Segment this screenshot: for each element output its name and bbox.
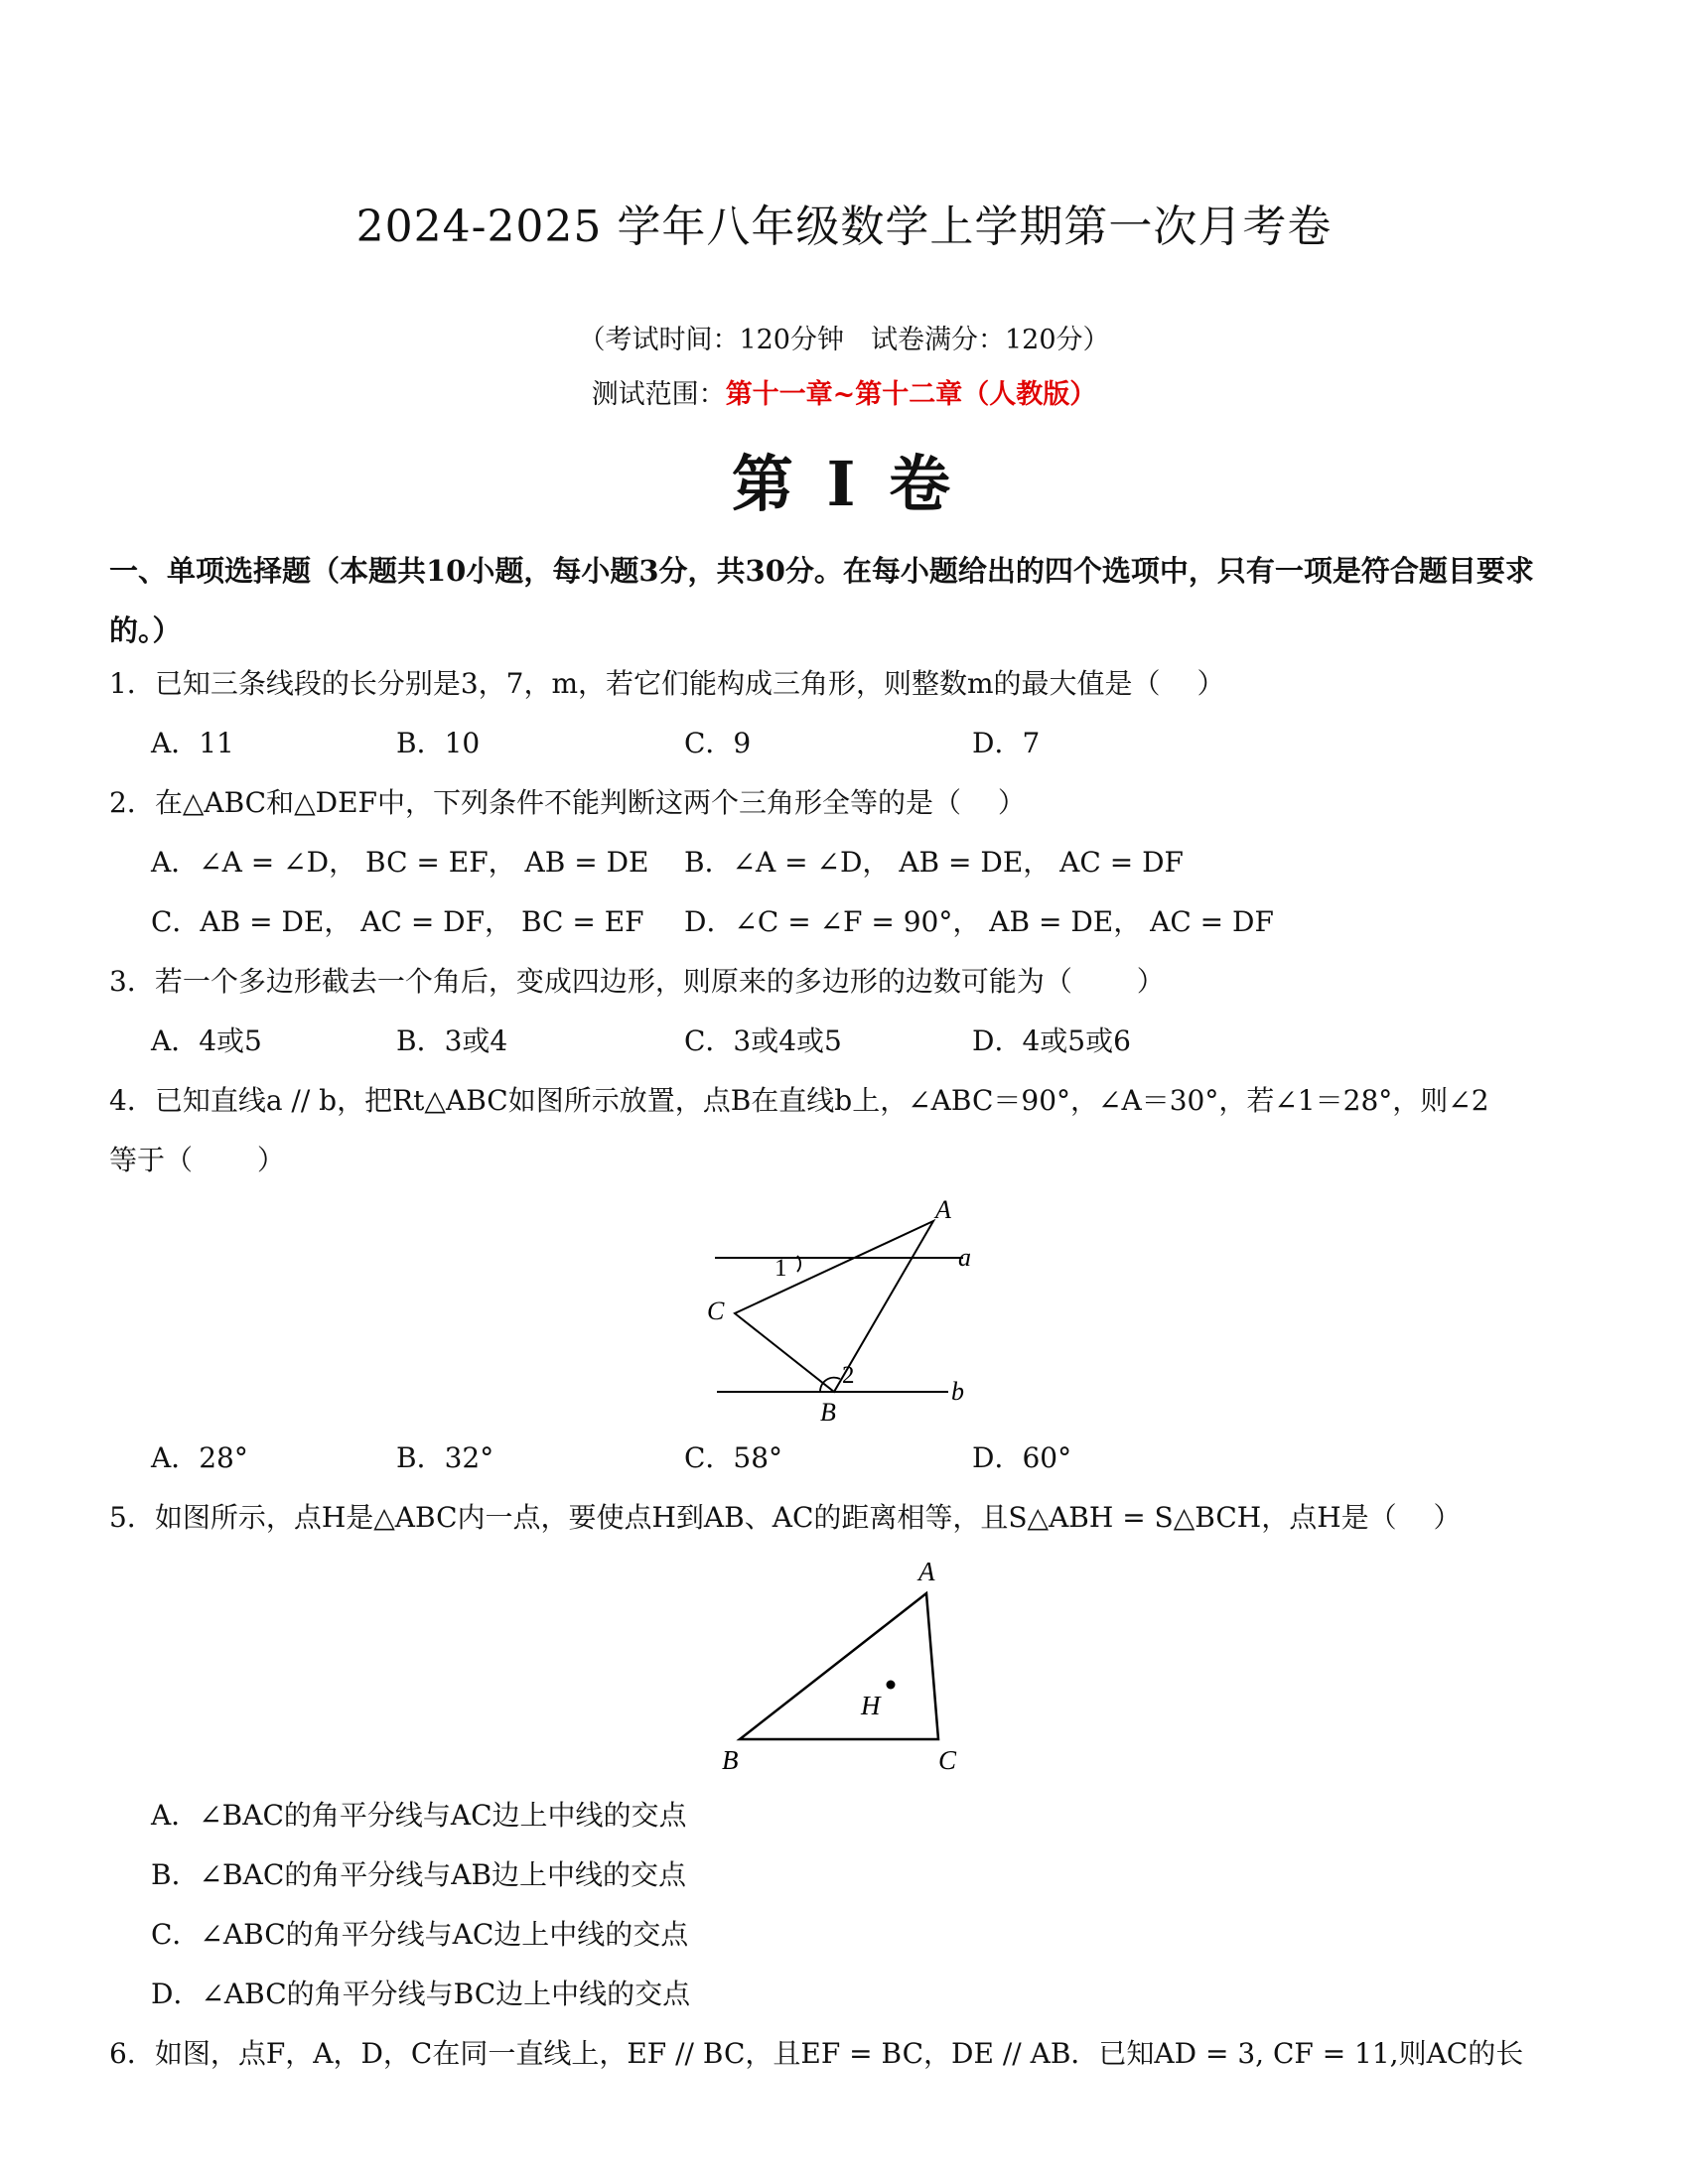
- q2-option-c: C．AB = DE， AC = DF， BC = EF: [151, 905, 644, 938]
- q4-option-c: C．58°: [684, 1441, 783, 1474]
- q2-option-b: B．∠A = ∠D， AB = DE， AC = DF: [684, 846, 1184, 879]
- q5-option-a: A．∠BAC的角平分线与AC边上中线的交点: [151, 1799, 687, 1832]
- q1-option-b: B．10: [396, 727, 481, 759]
- section-heading: 一、单项选择题（本题共10小题，每小题3分，共30分。在每小题给出的四个选项中，只有一项是符合题目要求的。）: [109, 554, 1534, 647]
- question-1-stem: 1．已知三条线段的长分别是3，7，m，若它们能构成三角形，则整数m的最大值是（ ）: [109, 667, 1225, 700]
- question-2-stem: 2．在△ABC和△DEF中，下列条件不能判断这两个三角形全等的是（ ）: [109, 786, 1026, 819]
- q5-option-d: D．∠ABC的角平分线与BC边上中线的交点: [151, 1978, 691, 2010]
- label-H: H: [861, 1691, 881, 1720]
- scope-value: 第十一章~第十二章（人教版）: [725, 379, 1097, 410]
- q2-option-d: D．∠C = ∠F = 90°， AB = DE， AC = DF: [684, 905, 1274, 938]
- question-3-stem: 3．若一个多边形截去一个角后，变成四边形，则原来的多边形的边数可能为（ ）: [109, 965, 1165, 998]
- volume-heading: 第 I 卷: [731, 448, 957, 520]
- question-5-stem: 5．如图所示，点H是△ABC内一点，要使点H到AB、AC的距离相等，且S△ABH = S△BCH，点H是（ ）: [109, 1501, 1462, 1534]
- exam-info: （考试时间：120分钟 试卷满分：120分）: [578, 325, 1110, 355]
- q3-option-d: D．4或5或6: [972, 1024, 1131, 1057]
- label-2: 2: [842, 1362, 855, 1389]
- q2-option-a: A．∠A = ∠D， BC = EF， AB = DE: [151, 846, 649, 879]
- triangle-abc: [740, 1593, 938, 1739]
- q1-option-d: D．7: [972, 727, 1041, 759]
- q4-option-a: A．28°: [151, 1441, 248, 1474]
- q5-figure: [710, 1549, 978, 1777]
- exam-title: 2024-2025 学年八年级数学上学期第一次月考卷: [355, 202, 1333, 252]
- q4-figure: [695, 1186, 993, 1425]
- label-a: a: [958, 1243, 971, 1272]
- point-h: [887, 1681, 896, 1690]
- label-b: b: [951, 1377, 964, 1406]
- q1-option-c: C．9: [684, 727, 752, 759]
- test-scope: [0, 372, 1688, 411]
- label-C: C: [938, 1745, 957, 1775]
- question-6-stem: 6．如图，点F，A，D，C在同一直线上，EF // BC，且EF = BC，DE // AB．已知AD = 3, CF = 11,则AC的长: [109, 2037, 1524, 2070]
- label-C: C: [707, 1297, 725, 1325]
- label-B: B: [820, 1398, 836, 1425]
- q4-option-b: B．32°: [396, 1441, 494, 1474]
- q3-option-b: B．3或4: [396, 1024, 508, 1057]
- question-4-stem-line2: 等于（ ）: [109, 1144, 285, 1176]
- question-4-stem-line1: 4．已知直线a // b，把Rt△ABC如图所示放置，点B在直线b上，∠ABC＝90°，∠A＝30°，若∠1＝28°，则∠2: [109, 1084, 1489, 1117]
- q5-option-c: C．∠ABC的角平分线与AC边上中线的交点: [151, 1918, 689, 1951]
- label-B: B: [722, 1745, 739, 1775]
- q3-option-c: C．3或4或5: [684, 1024, 842, 1057]
- scope-label: 测试范围：: [591, 379, 726, 410]
- label-1: 1: [774, 1255, 787, 1282]
- label-A: A: [918, 1557, 935, 1586]
- q3-option-a: A．4或5: [151, 1024, 262, 1057]
- q4-option-d: D．60°: [972, 1441, 1072, 1474]
- q5-option-b: B．∠BAC的角平分线与AB边上中线的交点: [151, 1858, 687, 1891]
- triangle-abc: [735, 1221, 933, 1392]
- label-A: A: [935, 1195, 951, 1224]
- q1-option-a: A．11: [151, 727, 234, 759]
